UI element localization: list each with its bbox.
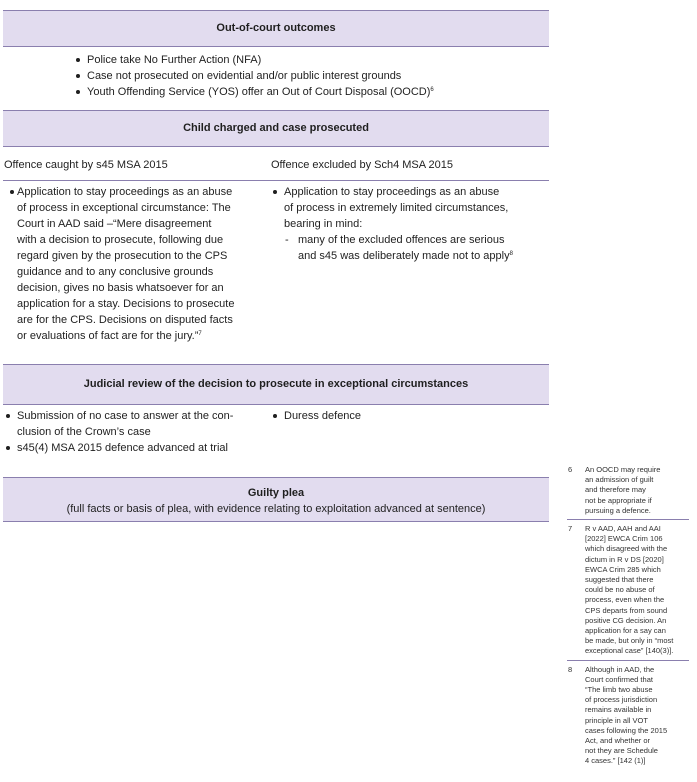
out-of-court-header bbox=[3, 10, 549, 47]
list-item: Duress defence bbox=[271, 408, 533, 424]
list-item: Case not prosecuted on evidential and/or public interest grounds bbox=[74, 68, 544, 84]
footnote-ref[interactable]: 7 bbox=[198, 331, 202, 337]
jr-right-list bbox=[271, 408, 533, 424]
footnote-8: 8 Although in AAD, the Court confirmed that “The limb two abuse of process jurisdiction remains available in principle in all VOT cases following the 2015 Act, and whether or not they are Schedule 4 cases.” [142 (1)] bbox=[568, 664, 668, 766]
footnote-7: 7 R v AAD, AAH and AAI [2022] EWCA Crim 106 which disagreed with the dictum in R v DS [2020] EWCA Crim 285 which suggested that there could be no abuse of process, even when the CPS departs from sound positive CG decision. An application for a say can be made, but only in “most exceptional case” [140(3)]. bbox=[568, 524, 674, 656]
guilty-plea-subtitle: (full facts or basis of plea, with evidence relating to exploitation advanced at sentence) bbox=[66, 503, 486, 515]
guilty-plea-title: Guilty plea bbox=[247, 487, 305, 499]
charged-title: Child charged and case prosecuted bbox=[183, 122, 369, 134]
bullet bbox=[10, 190, 14, 194]
footnote-ref[interactable]: 8 bbox=[509, 251, 513, 257]
bullet bbox=[273, 190, 277, 194]
out-of-court-title: Out-of-court outcomes bbox=[216, 22, 336, 34]
footnote-6: 6 An OOCD may require an admission of guilt and therefore may not be appropriate if pursuing a defence. bbox=[568, 465, 661, 515]
sch4-stay-application: Application to stay proceedings as an abuse of process in extremely limited circumstances, bearing in mind: - many of the excluded offences are serious and s45 was deliberately made not to apply$^8$ bbox=[271, 184, 559, 264]
sub-list-item: - many of the excluded offences are serious and s45 was deliberately made not to apply$^8$ bbox=[284, 232, 559, 264]
list-item: Police take No Further Action (NFA) bbox=[74, 52, 544, 68]
s45-stay-application: Application to stay proceedings as an abuse of process in exceptional circumstance: The Court in AAD said –“Mere disagreement with a decision to prosecute, following due regard given by the prosecution to the CPS guidance and to any conclusive grounds decision, gives no basis whatsoever for an application for a stay. Decisions to prosecute are for the CPS. Decisions on disputed facts or evaluations of fact are for the jury.”$^7$ bbox=[4, 184, 279, 344]
jr-left-list bbox=[4, 408, 266, 456]
divider bbox=[3, 180, 549, 181]
bullet bbox=[6, 414, 10, 418]
footnotes bbox=[567, 465, 689, 767]
judicial-review-header bbox=[3, 364, 549, 405]
sch4-column-header: Offence excluded by Sch4 MSA 2015 bbox=[271, 159, 454, 171]
guilty-plea-header bbox=[3, 477, 549, 522]
divider bbox=[567, 519, 689, 520]
judicial-review-title: Judicial review of the decision to prosecute in exceptional circumstances bbox=[83, 378, 469, 390]
s45-column-header: Offence caught by s45 MSA 2015 bbox=[4, 159, 168, 171]
bullet bbox=[273, 414, 277, 418]
divider bbox=[567, 660, 689, 661]
charged-header bbox=[3, 110, 549, 147]
list-item: Youth Offending Service (YOS) offer an Out of Court Disposal (OOCD)$^6$ bbox=[74, 84, 544, 100]
footnote-ref[interactable]: 6 bbox=[430, 87, 434, 93]
bullet bbox=[6, 446, 10, 450]
list-item: s45(4) MSA 2015 defence advanced at trial bbox=[4, 440, 266, 456]
list-item: Submission of no case to answer at the con- clusion of the Crown’s case bbox=[4, 408, 266, 440]
out-of-court-list bbox=[74, 52, 544, 100]
